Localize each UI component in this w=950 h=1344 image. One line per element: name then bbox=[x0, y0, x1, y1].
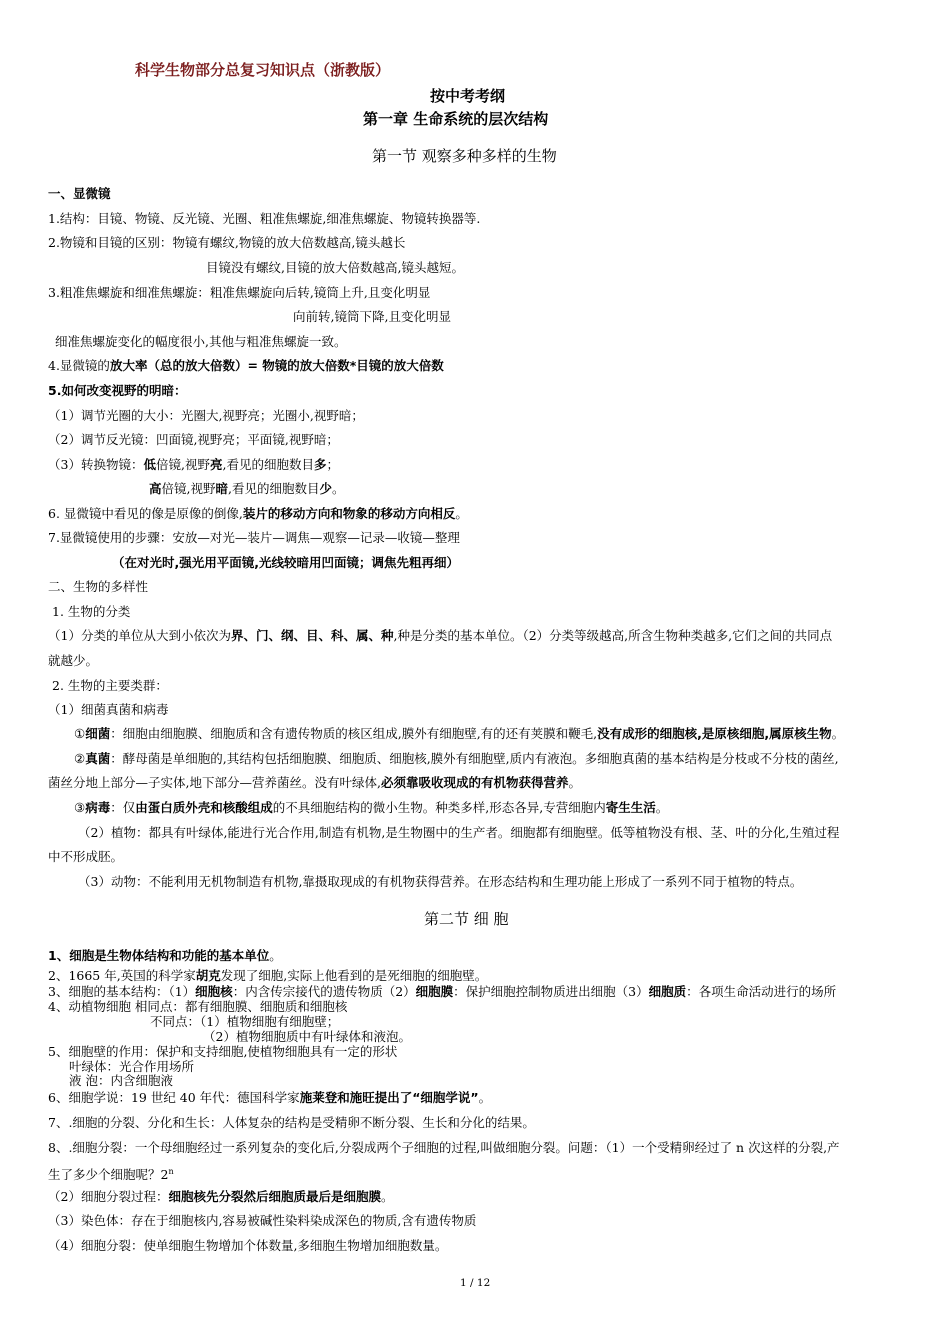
text-line: 4.显微镜的放大率（总的放大倍数）= 物镜的放大倍数*目镜的放大倍数 bbox=[48, 358, 444, 373]
text-line: 7、.细胞的分裂、分化和生长：人体复杂的结构是受精卵不断分裂、生长和分化的结果。 bbox=[48, 1115, 535, 1130]
page-number: 1 / 12 bbox=[460, 1277, 491, 1289]
text-line: 向前转,镜筒下降,且变化明显 bbox=[293, 309, 451, 324]
text-line: （2）植物细胞质中有叶绿体和液泡。 bbox=[203, 1029, 411, 1044]
text-line: （2）细胞分裂过程：细胞核先分裂然后细胞质最后是细胞膜。 bbox=[48, 1189, 394, 1204]
section-title: 第一节 观察多种多样的生物 bbox=[372, 147, 557, 165]
text-line: 6、细胞学说：19 世纪 40 年代：德国科学家施莱登和施旺提出了“细胞学说”。 bbox=[48, 1090, 492, 1105]
text-line: 5.如何改变视野的明暗： bbox=[48, 383, 187, 398]
section-title: 第二节 细 胞 bbox=[424, 910, 509, 928]
text-line: 菌丝分地上部分—子实体,地下部分—营养菌丝。没有叶绿体,必须靠吸收现成的有机物获得营养。 bbox=[48, 775, 581, 790]
text-line: 5、细胞壁的作用：保护和支持细胞,使植物细胞具有一定的形状 bbox=[48, 1044, 398, 1059]
chapter-title: 第一章 生命系统的层次结构 bbox=[363, 110, 549, 128]
document-subtitle: 按中考考纲 bbox=[430, 87, 506, 105]
text-line: 2、1665 年,英国的科学家胡克发现了细胞,实际上他看到的是死细胞的细胞壁。 bbox=[48, 968, 488, 983]
text-line: 1、细胞是生物体结构和功能的基本单位。 bbox=[48, 948, 282, 963]
text-line: 目镜没有螺纹,目镜的放大倍数越高,镜头越短。 bbox=[206, 260, 464, 275]
text-line: （在对光时,强光用平面镜,光线较暗用凹面镜；调焦先粗再细） bbox=[112, 555, 459, 570]
text-line: （3）染色体：存在于细胞核内,容易被碱性染料染成深色的物质,含有遗传物质 bbox=[48, 1213, 477, 1228]
text-line: （4）细胞分裂：使单细胞生物增加个体数量,多细胞生物增加细胞数量。 bbox=[48, 1238, 448, 1253]
text-line: （2）植物：都具有叶绿体,能进行光合作用,制造有机物,是生物圈中的生产者。细胞都有细胞壁。低等植物没有根、茎、叶的分化,生殖过程 bbox=[78, 825, 840, 840]
text-line: 液 泡：内含细胞液 bbox=[69, 1073, 173, 1088]
text-line: （3）动物：不能利用无机物制造有机物,靠摄取现成的有机物获得营养。在形态结构和生理功能上形成了一系列不同于植物的特点。 bbox=[78, 874, 803, 889]
text-line: 就越少。 bbox=[48, 653, 99, 668]
text-line: 叶绿体：光合作用场所 bbox=[69, 1059, 195, 1074]
text-line: 2.物镜和目镜的区别：物镜有螺纹,物镜的放大倍数越高,镜头越长 bbox=[48, 235, 406, 250]
text-line: 细准焦螺旋变化的幅度很小,其他与粗准焦螺旋一致。 bbox=[55, 334, 347, 349]
text-line: 2. 生物的主要类群： bbox=[52, 678, 168, 693]
text-line: （1）分类的单位从大到小依次为界、门、纲、目、科、属、种,种是分类的基本单位。（2）分类等级越高,所含生物种类越多,它们之间的共同点 bbox=[48, 628, 833, 643]
text-line: 7.显微镜使用的步骤：安放—对光—装片—调焦—观察—记录—收镜—整理 bbox=[48, 530, 460, 545]
heading-diversity: 二、生物的多样性 bbox=[48, 579, 149, 594]
text-line: 4、动植物细胞 相同点：都有细胞膜、细胞质和细胞核 bbox=[48, 999, 348, 1014]
text-line: 1. 生物的分类 bbox=[52, 604, 131, 619]
document-title: 科学生物部分总复习知识点（浙教版） bbox=[135, 61, 391, 79]
heading-microscope: 一、显微镜 bbox=[48, 186, 111, 201]
text-line: ③病毒：仅由蛋白质外壳和核酸组成的不具细胞结构的微小生物。种类多样,形态各异,专营细胞内寄生生活。 bbox=[74, 800, 669, 815]
text-line: 生了多少个细胞呢？2$^n$ bbox=[48, 1167, 174, 1183]
text-line: （1）细菌真菌和病毒 bbox=[48, 702, 169, 717]
text-line: 1.结构：目镜、物镜、反光镜、光圈、粗准焦螺旋,细准焦螺旋、物镜转换器等. bbox=[48, 211, 481, 226]
text-line: 中不形成胚。 bbox=[48, 849, 124, 864]
text-line: 8、.细胞分裂：一个母细胞经过一系列复杂的变化后,分裂成两个子细胞的过程,叫做细胞分裂。问题：（1）一个受精卵经过了 n 次这样的分裂,产 bbox=[48, 1140, 840, 1155]
text-line: ②真菌：酵母菌是单细胞的,其结构包括细胞膜、细胞质、细胞核,膜外有细胞壁,质内有液泡。多细胞真菌的基本结构是分枝或不分枝的菌丝, bbox=[74, 751, 839, 766]
text-line: 3.粗准焦螺旋和细准焦螺旋：粗准焦螺旋向后转,镜筒上升,且变化明显 bbox=[48, 285, 431, 300]
text-line: 6. 显微镜中看见的像是原像的倒像,装片的移动方向和物象的移动方向相反。 bbox=[48, 506, 468, 521]
text-line: 不同点：（1）植物细胞有细胞壁； bbox=[150, 1014, 340, 1029]
text-line: （3）转换物镜：低倍镜,视野亮,看见的细胞数目多； bbox=[48, 457, 339, 472]
text-line: （1）调节光圈的大小：光圈大,视野亮；光圈小,视野暗； bbox=[48, 408, 364, 423]
text-line: 高倍镜,视野暗,看见的细胞数目少。 bbox=[149, 481, 345, 496]
text-line: ①细菌：细胞由细胞膜、细胞质和含有遗传物质的核区组成,膜外有细胞壁,有的还有荚膜和鞭毛,没有成形的细胞核,是原核细胞,属原核生物。 bbox=[74, 726, 845, 741]
text-line: （2）调节反光镜：凹面镜,视野亮；平面镜,视野暗； bbox=[48, 432, 339, 447]
text-line: 3、细胞的基本结构：（1）细胞核：内含传宗接代的遗传物质（2）细胞膜：保护细胞控制物质进出细胞（3）细胞质：各项生命活动进行的场所 bbox=[48, 984, 837, 999]
